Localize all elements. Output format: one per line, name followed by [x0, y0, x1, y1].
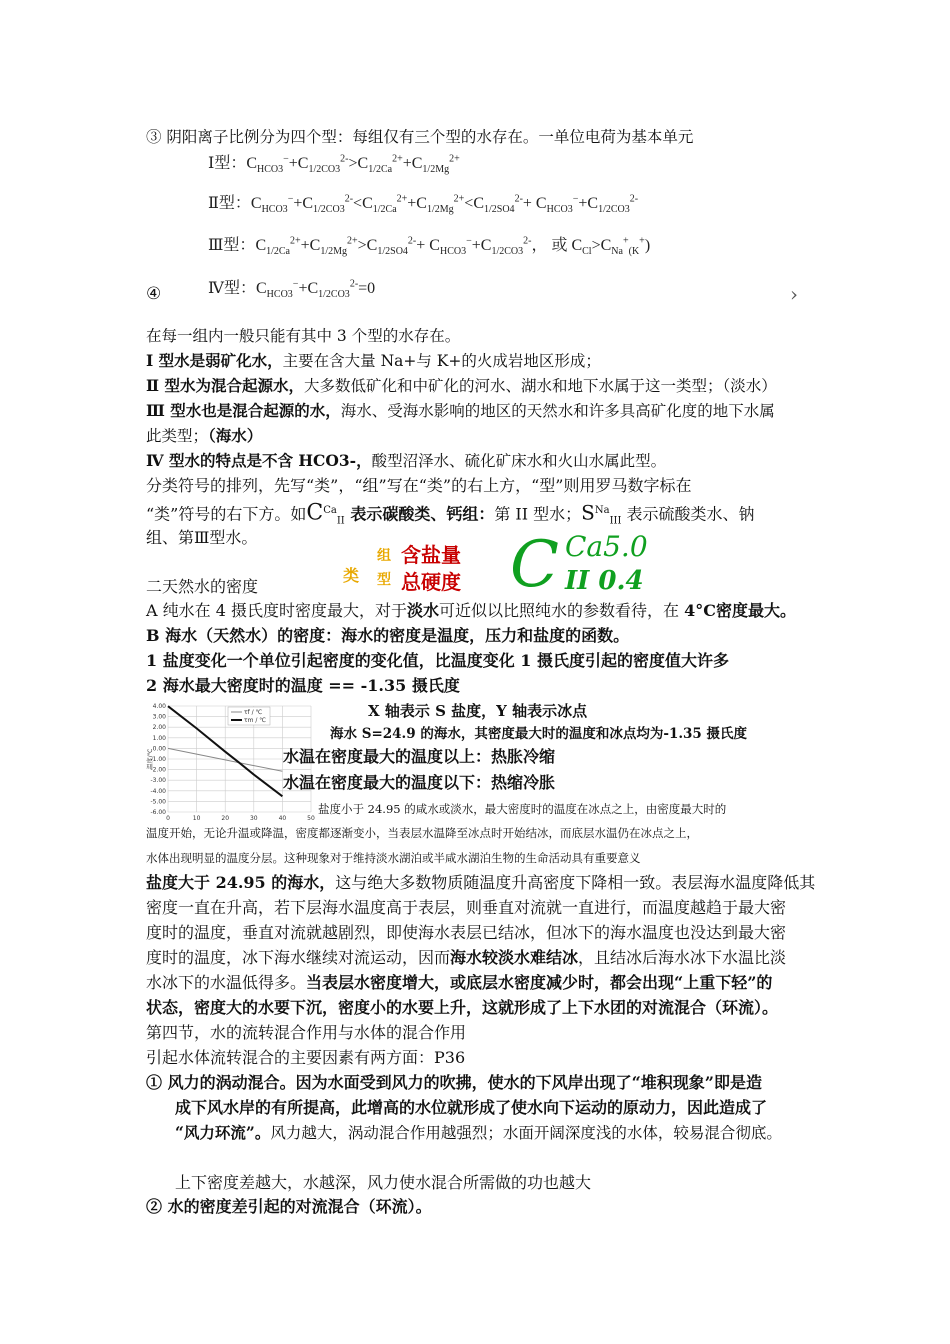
x-tick-label: 40: [278, 815, 287, 822]
density-s249: 海水 S=24.9 的海水，其密度最大时的温度和冰点均为-1.35 摄氏度: [330, 726, 748, 742]
section4-item2: ② 水的密度差引起的对流混合（环流）。: [146, 1197, 432, 1216]
density-xy: X 轴表示 S 盐度，Y 轴表示冰点: [368, 702, 588, 720]
y-tick-label: -5.00: [150, 798, 166, 806]
density-cold: 水温在密度最大的温度以下：热缩冷胀: [283, 773, 556, 792]
x-tick-label: 0: [166, 815, 170, 822]
section4-title: 第四节，水的流转混合作用与水体的混合作用: [146, 1023, 467, 1042]
formula-body: $C_{HCO3}^-+C_{1/2CO3}^{2-}>C_{1/2Ca}^{2+}+C_{1/2Mg}^{2+}$: [246, 153, 460, 176]
section4-intro: 引起水体流转混合的主要因素有两方面：P36: [146, 1048, 466, 1067]
y-tick-label: 1.00: [152, 734, 166, 742]
formula-body: $C_{HCO3}^-+C_{1/2CO3}^{2-}<C_{1/2Ca}^{2+}+C_{1/2Mg}^{2+}<C_{1/2SO4}^{2-}+ C_{HCO3}^-+C_{1/2CO3}^{2-}$: [250, 193, 639, 216]
legend-zongying: 总硬度: [401, 570, 461, 594]
y-axis-label: 温度/℃: [147, 748, 154, 770]
para-type1: Ⅰ 型水是弱矿化水，主要在含大量 Na+与 K+的火成岩地区形成；: [146, 351, 601, 370]
formula-type1: Ⅰ型：$C_{HCO3}^-+C_{1/2CO3}^{2-}>C_{1/2Ca}^{2+}+C_{1/2Mg}^{2+}$: [208, 153, 460, 176]
para-type3-cont: 此类型；（海水）: [146, 426, 263, 445]
section4-item1-c: “风力环流”。风力越大，涡动混合作用越强烈；水面开阔深度浅的水体，较易混合彻底。: [175, 1123, 782, 1142]
para-type3: Ⅲ 型水也是混合起源的水，海水、受海水影响的地区的天然水和许多具高矿化度的地下水属: [146, 401, 775, 420]
para-notation-2: “类”符号的右下方。如$C^{Ca}_{II}$ 表示碳酸类、钙组：第 II 型水；$S^{Na}_{III}$ 表示硫酸类水、钠: [146, 500, 755, 527]
y-tick-label: 2.00: [152, 724, 166, 732]
legend-hanyan: 含盐量: [401, 543, 461, 567]
notation-legend: [343, 543, 483, 595]
legend-zu: 组: [377, 548, 391, 564]
y-tick-label: 3.00: [152, 713, 166, 721]
density-small2: 温度开始，无论升温或降温，密度都逐渐变小，当表层水温降至冰点时开始结冰，而底层水温仍在冰点之上，: [146, 826, 698, 840]
density-small1: 盐度小于 24.95 的咸水或淡水，最大密度时的温度在冰点之上，由密度最大时的: [318, 802, 727, 816]
example-big-c: C: [510, 528, 559, 602]
section4-note: 上下密度差越大，水越深，风力使水混合所需做的功也越大: [175, 1173, 592, 1192]
chevron-right-icon[interactable]: ›: [790, 282, 798, 306]
formula-type3: Ⅲ型：$C_{1/2Ca}^{2+}+C_{1/2Mg}^{2+}>C_{1/2SO4}^{2-}+ C_{HCO3}^-+C_{1/2CO3}^{2-}$， 或 $C_{Cl}>C_{Na}^+_{(K}^+$): [208, 235, 651, 258]
density-big2: 密度一直在升高，若下层海水温度高于表层，则垂直对流就一直进行，而温度越趋于最大密: [146, 898, 787, 917]
x-tick-label: 10: [192, 815, 201, 822]
notation-example: [510, 530, 660, 605]
x-tick-label: 30: [249, 815, 258, 822]
density-c2: 2 海水最大密度时的温度 == -1.35 摄氏度: [146, 676, 460, 695]
density-title: 二天然水的密度: [146, 577, 259, 596]
section3-heading: ③ 阴阳离子比例分为四个型：每组仅有三个型的水存在。一单位电荷为基本单元: [146, 128, 694, 146]
density-small3: 水体出现明显的温度分层。这种现象对于维持淡水湖泊或半咸水湖泊生物的生命活动具有重要意义: [146, 851, 641, 865]
para-notation-1: 分类符号的排列，先写“类”，“组”写在“类”的右上方，“型”则用罗马数字标在: [146, 476, 692, 495]
para-notation-3: 组、第Ⅲ型水。: [146, 528, 258, 547]
density-a: A 纯水在 4 摄氏度时密度最大，对于淡水可近似以比照纯水的参数看待，在 4°C密度最大。: [146, 601, 796, 620]
density-big6: 状态，密度大的水要下沉，密度小的水要上升，这就形成了上下水团的对流混合（环流）。: [146, 998, 779, 1017]
x-tick-label: 20: [221, 815, 230, 822]
density-big5: 水冰下的水温低得多。当表层水密度增大，或底层水密度减少时，都会出现“上重下轻”的: [146, 973, 773, 992]
formula-type2: Ⅱ型：$C_{HCO3}^-+C_{1/2CO3}^{2-}<C_{1/2Ca}^{2+}+C_{1/2Mg}^{2+}<C_{1/2SO4}^{2-}+ C_{HCO3}^-+C_{1/2CO3}^{2-}$: [208, 193, 639, 216]
density-b: B 海水（天然水）的密度：海水的密度是温度，压力和盐度的函数。: [146, 626, 630, 645]
y-tick-label: -3.00: [150, 777, 166, 785]
y-tick-label: -2.00: [150, 766, 166, 774]
density-big1: 盐度大于 24.95 的海水，这与绝大多数物质随温度升高密度下降相一致。表层海水温度降低其: [146, 873, 816, 892]
section4-item1-b: 成下风水岸的有所提高，此增高的水位就形成了使水向下运动的原动力，因此造成了: [175, 1098, 768, 1117]
formula-body: $C_{HCO3}^-+C_{1/2CO3}^{2-}=0$: [256, 278, 376, 301]
y-tick-label: -1.00: [150, 756, 166, 763]
formula-type4: Ⅳ型：$C_{HCO3}^-+C_{1/2CO3}^{2-}=0$: [208, 278, 376, 301]
y-tick-label: -4.00: [150, 787, 166, 795]
x-tick-label: 50: [307, 815, 315, 822]
density-big3: 度时的温度，垂直对流就越剧烈，即使海水表层已结冰，但冰下的海水温度也没达到最大密: [146, 923, 787, 942]
legend-lei: 类: [343, 566, 360, 585]
legend-label: τm / ℃: [244, 717, 267, 724]
y-tick-label: 4.00: [152, 703, 166, 710]
y-tick-label: 0.00: [152, 745, 166, 753]
para-groups: 在每一组内一般只能有其中 3 个型的水存在。: [146, 327, 461, 345]
marker-4: ④: [146, 284, 162, 304]
density-c1: 1 盐度变化一个单位引起密度的变化值，比温度变化 1 摄氏度引起的密度值大许多: [146, 651, 729, 670]
formula-body: $C_{1/2Ca}^{2+}+C_{1/2Mg}^{2+}>C_{1/2SO4}^{2-}+ C_{HCO3}^-+C_{1/2CO3}^{2-}$， 或 $C_{Cl}>C_{Na}^+_{(K}^+$): [255, 235, 651, 258]
legend-xing: 型: [377, 572, 391, 588]
section4-item1-a: ① 风力的涡动混合。因为水面受到风力的吹拂，使水的下风岸出现了“堆积现象”即是造: [146, 1073, 762, 1092]
para-type2: Ⅱ 型水为混合起源水，大多数低矿化和中矿化的河水、湖水和地下水属于这一类型；（淡水）: [146, 376, 777, 395]
y-tick-label: -6.00: [150, 809, 166, 816]
density-hot: 水温在密度最大的温度以上：热胀冷缩: [283, 747, 556, 766]
example-ii: II 0.4: [565, 566, 644, 596]
para-type4: Ⅳ 型水的特点是不含 HCO3-，酸型沼泽水、硫化矿床水和火山水属此型。: [146, 451, 667, 470]
legend-label: τf / ℃: [244, 709, 263, 716]
density-big4: 度时的温度，冰下海水继续对流运动，因而海水较淡水难结冰，且结冰后海水冰下水温比淡: [146, 948, 787, 967]
example-ca: Ca5.0: [565, 530, 648, 563]
